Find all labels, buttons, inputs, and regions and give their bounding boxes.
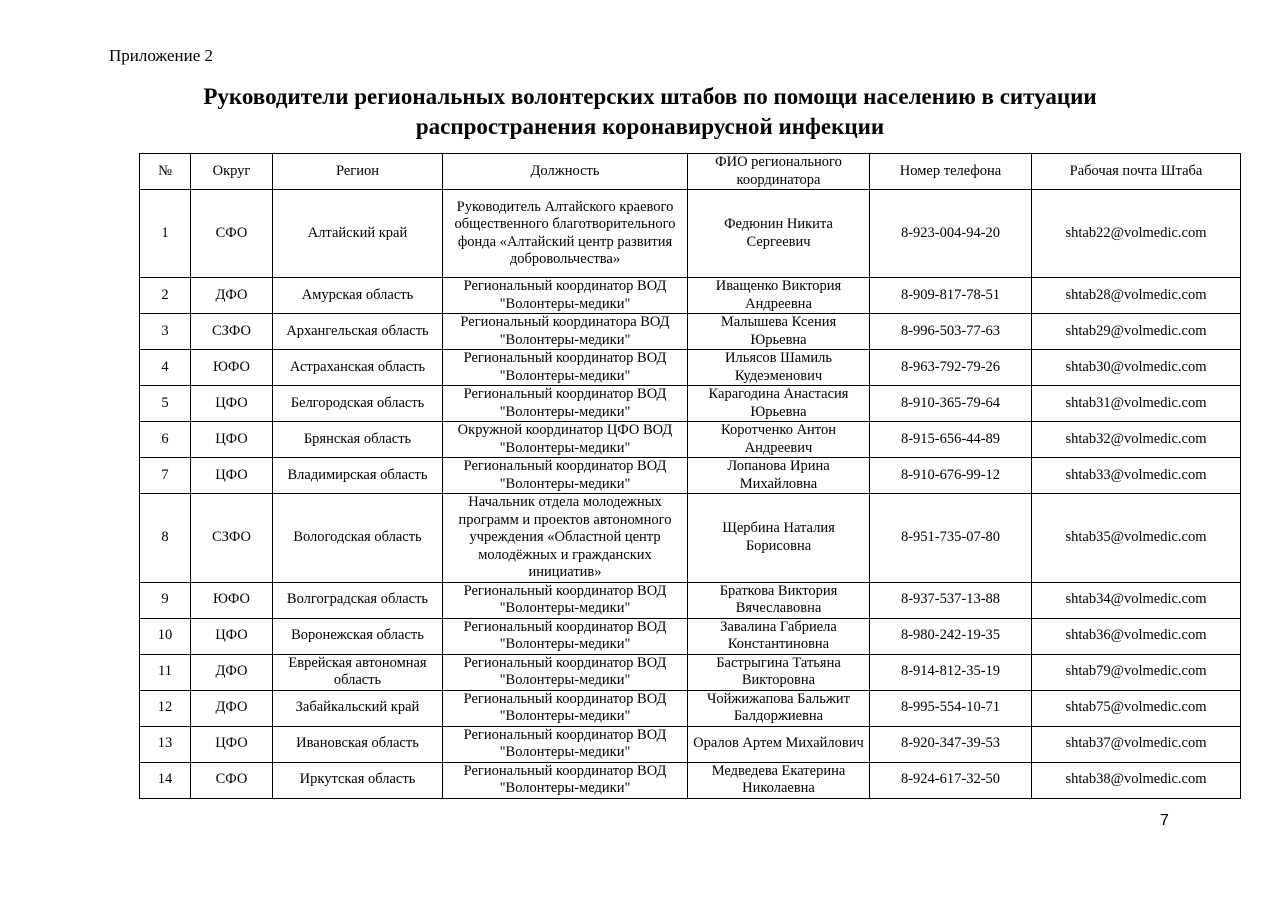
table-row — [140, 762, 1241, 798]
row-coordinator-name: Бастрыгина Татьяна Викторовна — [688, 654, 870, 690]
row-position: Региональный координатор ВОД "Волонтеры-медики" — [443, 690, 688, 726]
row-phone: 8-963-792-79-26 — [870, 350, 1032, 386]
row-email: shtab22@volmedic.com — [1032, 190, 1241, 278]
row-region: Белгородская область — [273, 386, 443, 422]
row-number: 10 — [140, 618, 191, 654]
title-line-1: Руководители региональных волонтерских штабов по помощи населению в ситуации — [203, 84, 1097, 109]
row-district: ЦФО — [191, 618, 273, 654]
row-number: 13 — [140, 726, 191, 762]
row-number: 12 — [140, 690, 191, 726]
row-phone: 8-951-735-07-80 — [870, 494, 1032, 583]
row-phone: 8-996-503-77-63 — [870, 314, 1032, 350]
row-email: shtab37@volmedic.com — [1032, 726, 1241, 762]
row-phone: 8-995-554-10-71 — [870, 690, 1032, 726]
row-coordinator-name: Федюнин Никита Сергеевич — [688, 190, 870, 278]
row-district: ЦФО — [191, 726, 273, 762]
row-phone: 8-924-617-32-50 — [870, 762, 1032, 798]
row-phone: 8-923-004-94-20 — [870, 190, 1032, 278]
row-email: shtab31@volmedic.com — [1032, 386, 1241, 422]
row-phone: 8-920-347-39-53 — [870, 726, 1032, 762]
row-email: shtab29@volmedic.com — [1032, 314, 1241, 350]
header-phone: Номер телефона — [870, 154, 1032, 190]
table-row — [140, 314, 1241, 350]
row-number: 8 — [140, 494, 191, 583]
row-number: 7 — [140, 458, 191, 494]
row-email: shtab28@volmedic.com — [1032, 278, 1241, 314]
row-position: Региональный координатора ВОД "Волонтеры-медики" — [443, 314, 688, 350]
row-region: Астраханская область — [273, 350, 443, 386]
row-position: Региональный координатор ВОД "Волонтеры-медики" — [443, 762, 688, 798]
row-position: Региональный координатор ВОД "Волонтеры-медики" — [443, 582, 688, 618]
header-email: Рабочая почта Штаба — [1032, 154, 1241, 190]
row-district: СФО — [191, 762, 273, 798]
row-email: shtab35@volmedic.com — [1032, 494, 1241, 583]
row-phone: 8-909-817-78-51 — [870, 278, 1032, 314]
header-position: Должность — [443, 154, 688, 190]
table-row — [140, 386, 1241, 422]
row-district: ЮФО — [191, 582, 273, 618]
table-row — [140, 190, 1241, 278]
row-email: shtab38@volmedic.com — [1032, 762, 1241, 798]
row-district: СЗФО — [191, 494, 273, 583]
row-position: Региональный координатор ВОД "Волонтеры-медики" — [443, 726, 688, 762]
row-coordinator-name: Чойжижапова Бальжит Балдоржиевна — [688, 690, 870, 726]
row-district: ДФО — [191, 690, 273, 726]
row-coordinator-name: Браткова Виктория Вячеславовна — [688, 582, 870, 618]
row-region: Ивановская область — [273, 726, 443, 762]
row-position: Региональный координатор ВОД "Волонтеры-медики" — [443, 618, 688, 654]
appendix-label: Приложение 2 — [109, 46, 213, 65]
table-row — [140, 582, 1241, 618]
row-district: СФО — [191, 190, 273, 278]
page-number: 7 — [1160, 812, 1169, 829]
row-position: Окружной координатор ЦФО ВОД "Волонтеры-медики" — [443, 422, 688, 458]
row-region: Алтайский край — [273, 190, 443, 278]
row-region: Воронежская область — [273, 618, 443, 654]
row-position: Начальник отдела молодежных программ и проектов автономного учреждения «Областной центр молодёжных и гражданских инициатив» — [443, 494, 688, 583]
row-email: shtab36@volmedic.com — [1032, 618, 1241, 654]
row-number: 11 — [140, 654, 191, 690]
row-region: Амурская область — [273, 278, 443, 314]
table-row — [140, 654, 1241, 690]
row-phone: 8-914-812-35-19 — [870, 654, 1032, 690]
row-region: Брянская область — [273, 422, 443, 458]
row-district: СЗФО — [191, 314, 273, 350]
row-number: 3 — [140, 314, 191, 350]
row-coordinator-name: Коротченко Антон Андреевич — [688, 422, 870, 458]
row-position: Региональный координатор ВОД "Волонтеры-медики" — [443, 350, 688, 386]
row-district: ДФО — [191, 654, 273, 690]
row-position: Региональный координатор ВОД "Волонтеры-медики" — [443, 654, 688, 690]
row-region: Архангельская область — [273, 314, 443, 350]
table-row — [140, 494, 1241, 583]
row-email: shtab32@volmedic.com — [1032, 422, 1241, 458]
coordinators-table — [139, 153, 1241, 799]
row-coordinator-name: Медведева Екатерина Николаевна — [688, 762, 870, 798]
row-number: 9 — [140, 582, 191, 618]
row-district: ЮФО — [191, 350, 273, 386]
row-number: 4 — [140, 350, 191, 386]
table-header-row — [140, 154, 1241, 190]
row-district: ДФО — [191, 278, 273, 314]
row-number: 1 — [140, 190, 191, 278]
row-district: ЦФО — [191, 386, 273, 422]
row-phone: 8-910-365-79-64 — [870, 386, 1032, 422]
row-coordinator-name: Лопанова Ирина Михайловна — [688, 458, 870, 494]
row-number: 6 — [140, 422, 191, 458]
row-region: Еврейская автономная область — [273, 654, 443, 690]
document-title — [60, 82, 1240, 142]
row-email: shtab33@volmedic.com — [1032, 458, 1241, 494]
row-email: shtab34@volmedic.com — [1032, 582, 1241, 618]
table-row — [140, 278, 1241, 314]
header-coordinator-name: ФИО регионального координатора — [688, 154, 870, 190]
row-phone: 8-915-656-44-89 — [870, 422, 1032, 458]
row-coordinator-name: Оралов Артем Михайлович — [688, 726, 870, 762]
row-district: ЦФО — [191, 458, 273, 494]
row-region: Вологодская область — [273, 494, 443, 583]
header-region: Регион — [273, 154, 443, 190]
row-coordinator-name: Ильясов Шамиль Кудеэменович — [688, 350, 870, 386]
row-coordinator-name: Карагодина Анастасия Юрьевна — [688, 386, 870, 422]
header-number: № — [140, 154, 191, 190]
row-number: 2 — [140, 278, 191, 314]
row-position: Региональный координатор ВОД "Волонтеры-медики" — [443, 386, 688, 422]
table-row — [140, 618, 1241, 654]
row-region: Забайкальский край — [273, 690, 443, 726]
row-district: ЦФО — [191, 422, 273, 458]
table-row — [140, 458, 1241, 494]
row-number: 5 — [140, 386, 191, 422]
table-row — [140, 690, 1241, 726]
row-position: Региональный координатор ВОД "Волонтеры-медики" — [443, 278, 688, 314]
row-position: Региональный координатор ВОД "Волонтеры-медики" — [443, 458, 688, 494]
row-position: Руководитель Алтайского краевого общественного благотворительного фонда «Алтайский центр развития добровольчества» — [443, 190, 688, 278]
row-email: shtab75@volmedic.com — [1032, 690, 1241, 726]
row-coordinator-name: Щербина Наталия Борисовна — [688, 494, 870, 583]
row-coordinator-name: Завалина Габриела Константиновна — [688, 618, 870, 654]
row-phone: 8-980-242-19-35 — [870, 618, 1032, 654]
table-row — [140, 726, 1241, 762]
row-phone: 8-910-676-99-12 — [870, 458, 1032, 494]
row-region: Владимирская область — [273, 458, 443, 494]
row-phone: 8-937-537-13-88 — [870, 582, 1032, 618]
table-row — [140, 422, 1241, 458]
row-coordinator-name: Малышева Ксения Юрьевна — [688, 314, 870, 350]
header-district: Округ — [191, 154, 273, 190]
row-region: Иркутская область — [273, 762, 443, 798]
row-region: Волгоградская область — [273, 582, 443, 618]
row-email: shtab79@volmedic.com — [1032, 654, 1241, 690]
row-email: shtab30@volmedic.com — [1032, 350, 1241, 386]
row-number: 14 — [140, 762, 191, 798]
table-row — [140, 350, 1241, 386]
row-coordinator-name: Иващенко Виктория Андреевна — [688, 278, 870, 314]
title-line-2: распространения коронавирусной инфекции — [415, 114, 885, 139]
